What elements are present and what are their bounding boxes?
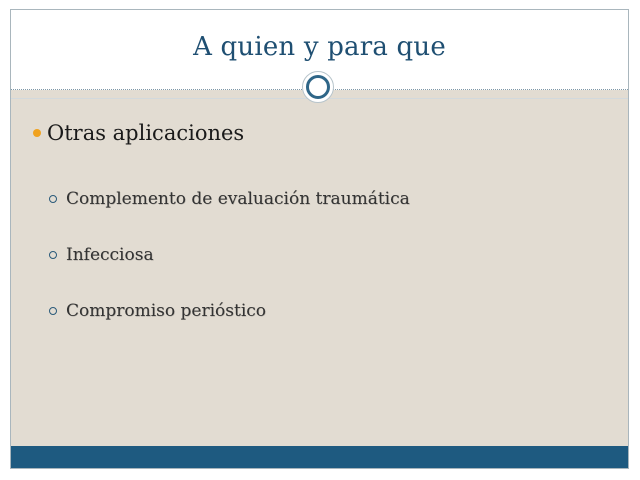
sub-bullet-item [49, 245, 154, 265]
sub-bullet-text: Infecciosa [66, 245, 154, 265]
filled-dot-icon [33, 129, 41, 137]
slide-title: A quien y para que [193, 32, 446, 62]
bullet-item [33, 121, 244, 145]
circle-ring-icon [306, 75, 330, 99]
hollow-circle-icon [49, 307, 57, 315]
sub-bullet-item [49, 301, 266, 321]
sub-bullet-text: Compromiso periόstico [66, 301, 267, 321]
hollow-circle-icon [49, 195, 57, 203]
sub-bullet-item [49, 189, 410, 209]
sub-bullet-text: Complemento de evaluación traumática [66, 189, 410, 209]
hollow-circle-icon [49, 251, 57, 259]
slide [10, 9, 629, 469]
slide-content [11, 99, 628, 447]
footer-bar [11, 446, 628, 468]
bullet-text: Otras aplicaciones [47, 121, 245, 145]
